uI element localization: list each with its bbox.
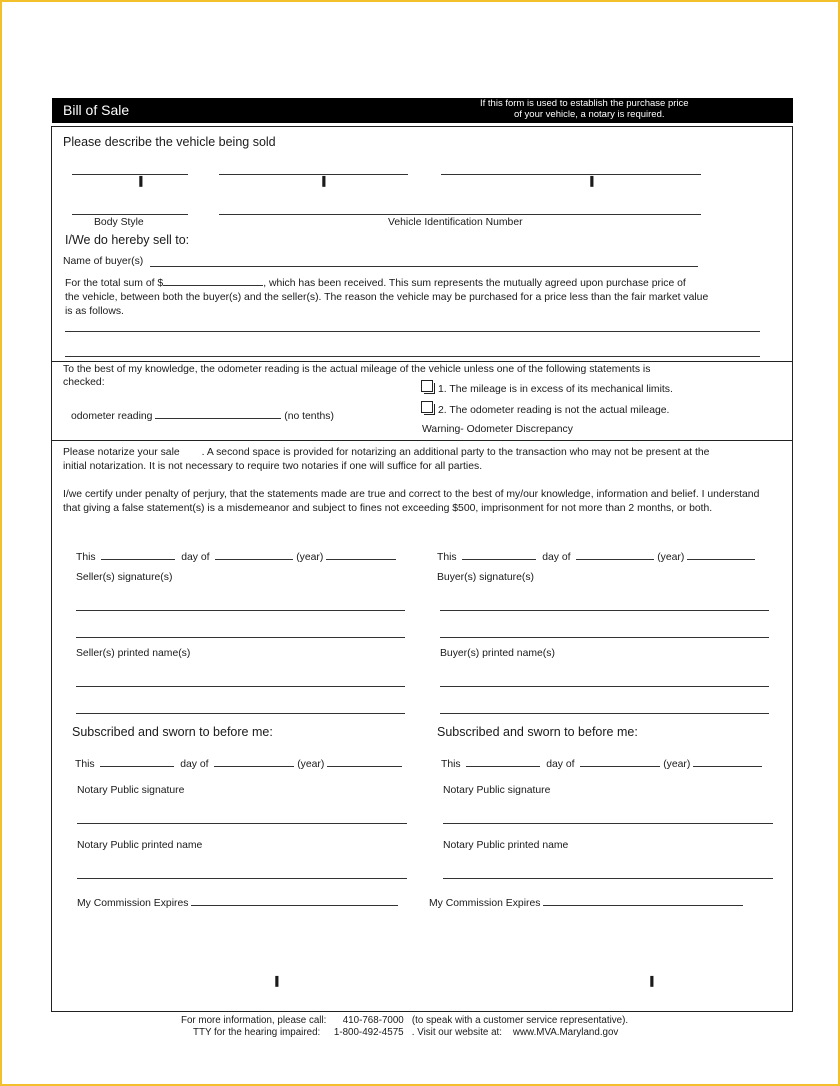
notary-left-signature-line[interactable]: [77, 823, 407, 824]
notary-note-line2: of your vehicle, a notary is required.: [514, 109, 665, 120]
notary-left-date-row: This day of (year): [75, 757, 402, 771]
field-label-glyph: ▐: [587, 176, 594, 186]
notary-right-name-label: Notary Public printed name: [443, 840, 569, 851]
section-divider-1: [52, 361, 792, 362]
buyer-date-row: This day of (year): [437, 550, 755, 564]
seller-name-line-1[interactable]: [76, 686, 405, 687]
seal-glyph-left: ▐: [272, 976, 279, 986]
odometer-statement-2: checked:: [63, 377, 105, 388]
vehicle-field-3[interactable]: [441, 174, 701, 175]
buyer-name-field[interactable]: [150, 266, 698, 267]
total-sum-text: For the total sum of $ , which has been received. This sum represents the mutually agreed upon purchase price of: [65, 278, 686, 289]
commission-left-row: My Commission Expires: [77, 896, 398, 910]
seller-month-field[interactable]: [215, 550, 293, 560]
header-bar: [52, 98, 793, 123]
seller-year-field[interactable]: [326, 550, 396, 560]
body-style-field[interactable]: [72, 214, 188, 215]
field-label-glyph: ▐: [136, 176, 143, 186]
notary-right-name-line[interactable]: [443, 878, 773, 879]
seller-signature-line-2[interactable]: [76, 637, 405, 638]
fair-market-text: the vehicle, between both the buyer(s) and the seller(s). The reason the vehicle may be purchased for a price less than the fair market value: [65, 292, 709, 303]
field-label-glyph: ▐: [319, 176, 326, 186]
odometer-statement: To the best of my knowledge, the odometer reading is the actual mileage of the vehicle unless one of the following statements is: [63, 364, 651, 375]
notary-right-year-field[interactable]: [693, 757, 762, 767]
notary-left-name-line[interactable]: [77, 878, 407, 879]
total-sum-field[interactable]: [163, 276, 263, 286]
vehicle-field-1[interactable]: [72, 174, 188, 175]
not-actual-mileage-checkbox[interactable]: [421, 401, 433, 413]
notarize-para-line2: initial notarization. It is not necessary to require two notaries if one will suffice for all parties.: [63, 461, 483, 472]
seller-printed-name-label: Seller(s) printed name(s): [76, 648, 191, 659]
notarize-para-line1: Please notarize your sale . A second space is provided for notarizing an additional party to the transaction who may not be present at the: [63, 447, 710, 458]
odometer-reading-field[interactable]: [155, 409, 281, 419]
option-1-label: 1. The mileage is in excess of its mechanical limits.: [438, 384, 673, 395]
notary-left-day-field[interactable]: [100, 757, 174, 767]
vin-label: Vehicle Identification Number: [388, 217, 523, 228]
perjury-statement: I/we certify under penalty of perjury, that the statements made are true and correct to the best of my/our knowledge, information and belief. I understand that giving a false statement(s) is a misdemeanor and subject to fines not exceeding $500, imprisonment for not more than 2 months, or both.: [63, 489, 760, 514]
seal-glyph-right: ▐: [647, 976, 654, 986]
commission-right-field[interactable]: [543, 896, 743, 906]
body-style-label: Body Style: [94, 217, 144, 228]
section-divider-2: [52, 440, 792, 441]
odometer-reading-text: odometer reading (no tenths): [71, 411, 334, 422]
sworn-heading-left: Subscribed and sworn to before me:: [72, 725, 273, 739]
notary-left-name-label: Notary Public printed name: [77, 840, 203, 851]
commission-left-field[interactable]: [191, 896, 398, 906]
sell-heading: I/We do hereby sell to:: [65, 233, 190, 247]
seller-day-field[interactable]: [101, 550, 175, 560]
vehicle-heading: Please describe the vehicle being sold: [63, 135, 276, 149]
footer-phone-2[interactable]: 1-800-492-4575: [333, 1027, 404, 1038]
notary-right-signature-label: Notary Public signature: [443, 785, 551, 796]
sworn-heading-right: Subscribed and sworn to before me:: [437, 725, 638, 739]
commission-right-row: My Commission Expires: [429, 896, 743, 910]
seller-signature-label: Seller(s) signature(s): [76, 572, 173, 583]
footer-website-link[interactable]: www.MVA.Maryland.gov: [512, 1027, 619, 1038]
footer-phone-1[interactable]: 410-768-7000: [342, 1015, 404, 1026]
footer-line-1: For more information, please call: 410-768-7000 (to speak with a customer service representative).: [181, 1015, 629, 1026]
buyer-name-line-1[interactable]: [440, 686, 769, 687]
reason-line-2[interactable]: [65, 356, 760, 357]
buyer-signature-label: Buyer(s) signature(s): [437, 572, 535, 583]
reason-line-1[interactable]: [65, 331, 760, 332]
notary-left-month-field[interactable]: [214, 757, 294, 767]
buyer-name-label: Name of buyer(s): [63, 256, 144, 267]
seller-date-row: This day of (year): [76, 550, 396, 564]
notary-right-date-row: This day of (year): [441, 757, 762, 771]
buyer-printed-name-label: Buyer(s) printed name(s): [440, 648, 555, 659]
notary-left-signature-label: Notary Public signature: [77, 785, 185, 796]
notary-right-day-field[interactable]: [466, 757, 540, 767]
vehicle-field-2[interactable]: [219, 174, 408, 175]
seller-name-line-2[interactable]: [76, 713, 405, 714]
as-follows-text: is as follows.: [65, 306, 124, 317]
excess-mileage-checkbox[interactable]: [421, 380, 433, 392]
buyer-day-field[interactable]: [462, 550, 536, 560]
form-title: Bill of Sale: [63, 102, 130, 118]
notary-right-month-field[interactable]: [580, 757, 660, 767]
odometer-warning: Warning- Odometer Discrepancy: [422, 424, 573, 435]
seller-signature-line-1[interactable]: [76, 610, 405, 611]
buyer-signature-line-1[interactable]: [440, 610, 769, 611]
vin-field[interactable]: [219, 214, 701, 215]
buyer-year-field[interactable]: [687, 550, 755, 560]
notary-left-year-field[interactable]: [327, 757, 402, 767]
buyer-name-line-2[interactable]: [440, 713, 769, 714]
footer-line-2: TTY for the hearing impaired: 1-800-492-4575 . Visit our website at: www.MVA.Maryland.gov: [193, 1027, 619, 1038]
form-box: [51, 126, 793, 1012]
buyer-month-field[interactable]: [576, 550, 654, 560]
notary-note-line1: If this form is used to establish the purchase price: [480, 98, 689, 109]
notary-right-signature-line[interactable]: [443, 823, 773, 824]
buyer-signature-line-2[interactable]: [440, 637, 769, 638]
option-2-label: 2. The odometer reading is not the actual mileage.: [438, 405, 670, 416]
